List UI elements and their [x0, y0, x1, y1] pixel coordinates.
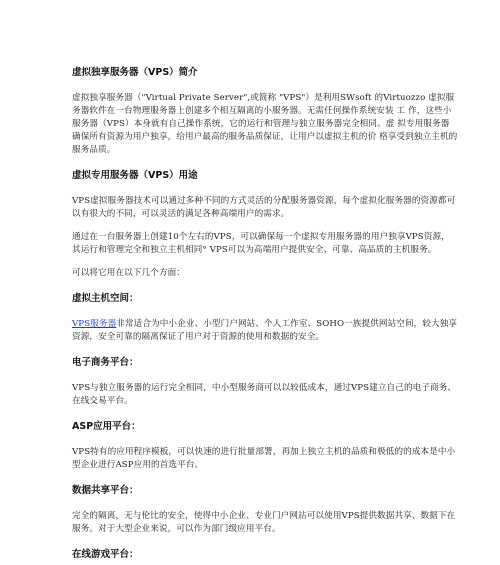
paragraph-vps-uses-3: 可以将它用在以下几个方面：: [72, 268, 186, 278]
paragraph-vps-uses-1: VPS虚拟服务器技术可以通过多种不同的方式灵活的分配服务器资源，每个虚拟化服务器的资源都可以有很大的不同，可以灵活的满足各种高端用户的需求。: [72, 196, 456, 219]
document-body: [72, 66, 458, 562]
paragraph-virtual-host: [72, 318, 458, 344]
paragraph-vps-uses-2: 通过在一台服务器上创建10个左右的VPS，可以确保每一个虚拟专用服务器的用户独享VPS资源，其运行和管理完全和独立主机相同° VPS可以为高端用户提供安全、可靠、高品质的主机服务。: [72, 232, 450, 255]
paragraph-virtual-host-text: 非常适合为中小企业、小型门户网站、个人工作室、SOHO一族提供网站空间，较大独享资源，安全可靠的隔离保证了用户对于资源的使用和数据的安全。: [72, 319, 458, 342]
section-heading-asp: ASP应用平台：: [72, 421, 141, 432]
section-heading-online-games: 在线游戏平台：: [72, 549, 139, 560]
section-heading-ecommerce: 电子商务平台：: [72, 357, 139, 368]
paragraph-asp: VPS特有的应用程序模板，可以快速的进行批量部署，再加上独立主机的品质和极低的的成本是中小型企业进行ASP应用的首选平台。: [72, 447, 456, 470]
paragraph-ecommerce: VPS与独立服务器的运行完全相同，中小型服务商可以以较低成本，通过VPS建立自己的电子商务、在线交易平台。: [72, 383, 457, 406]
vps-server-link[interactable]: VPS服务器: [72, 319, 117, 329]
paragraph-data-sharing: 完全的隔离，无与伦比的安全，使得中小企业、专业门户网站可以使用VPS提供数据共享、数据下在服务。对于大型企业来说，可以作为部门级应用平台。: [72, 511, 456, 534]
section-heading-vps-intro: 虚拟独享服务器（VPS）简介: [72, 67, 198, 78]
section-heading-virtual-host: 虚拟主机空间：: [72, 293, 139, 304]
paragraph-vps-intro: 虚拟独享服务器（"Virtual Private Server",或简称 "VPS"）是利用SWsoft 的Virtuozzo 虚拟服务器软件在一台物理服务器上创建多个相互隔离的小服务器。无需任何操作系统安装 工 作，这些小服务器（VPS）本身就有自己操作系统，它的运行和管理与独立服务器完全相同。虚 拟专用服务器确保所有资源为用户独享，给用户最高的服务品质保证，让用户以虚拟主机的价 格享受到独立主机的服务品质。: [72, 93, 458, 155]
section-heading-data-sharing: 数据共享平台：: [72, 485, 139, 496]
section-heading-vps-uses: 虚拟专用服务器（VPS）用途: [72, 170, 198, 181]
